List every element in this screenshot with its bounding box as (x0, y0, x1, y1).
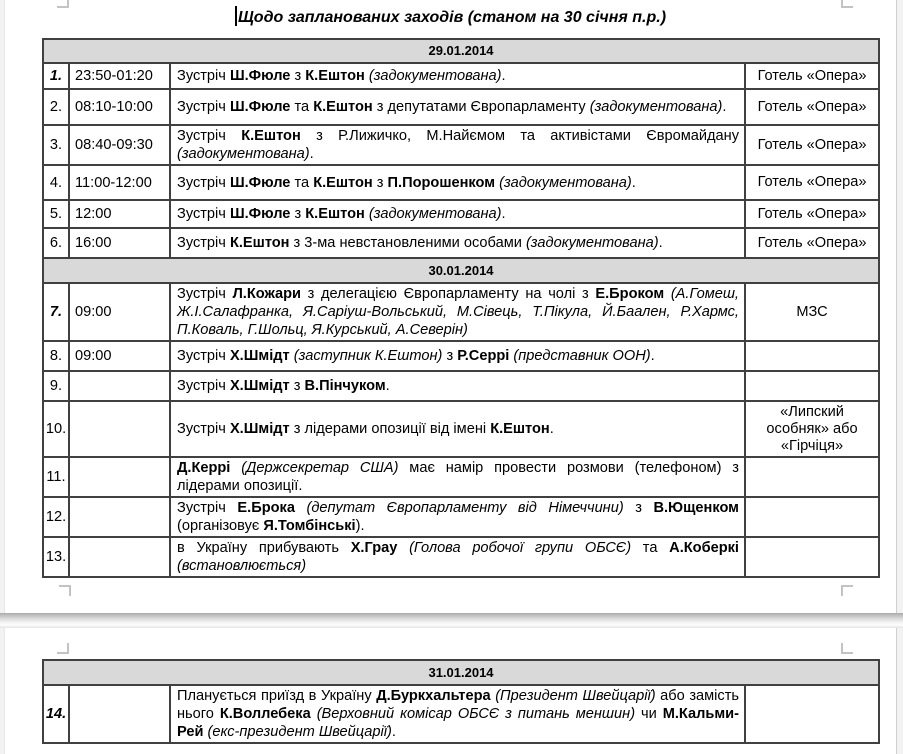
row-number-cell[interactable]: 4. (43, 165, 69, 200)
table-row (43, 283, 879, 341)
table-row (43, 165, 879, 200)
row-description-cell[interactable]: Зустріч Е.Брока (депутат Європарламенту від Німеччини) з В.Ющенком (організовує Я.Томбінські). (170, 497, 745, 537)
date-header-29-01-2014[interactable]: 29.01.2014 (43, 39, 879, 63)
row-description-cell[interactable]: Зустріч Х.Шмідт з В.Пінчуком. (170, 371, 745, 401)
table-row (43, 89, 879, 125)
row-time-cell[interactable] (69, 371, 170, 401)
row-location-cell[interactable]: Готель «Опера» (745, 63, 879, 89)
row-time-cell[interactable]: 12:00 (69, 200, 170, 228)
row-location-cell[interactable]: Готель «Опера» (745, 200, 879, 228)
row-number-cell[interactable]: 13. (43, 537, 69, 577)
row-number-cell[interactable]: 11. (43, 457, 69, 497)
row-location-cell[interactable]: Готель «Опера» (745, 165, 879, 200)
table-row (43, 497, 879, 537)
row-number-cell[interactable]: 7. (43, 283, 69, 341)
table-row (43, 228, 879, 258)
row-description-cell[interactable]: Зустріч К.Ештон з 3-ма невстановленими особами (задокументована). (170, 228, 745, 258)
row-number-cell[interactable]: 6. (43, 228, 69, 258)
table-row (43, 63, 879, 89)
row-number-cell[interactable]: 2. (43, 89, 69, 125)
row-number-cell[interactable]: 3. (43, 125, 69, 165)
row-description-cell[interactable]: Зустріч Ш.Фюле та К.Ештон з депутатами Європарламенту (задокументована). (170, 89, 745, 125)
date-header-31-01-2014[interactable]: 31.01.2014 (43, 660, 879, 685)
row-description-cell[interactable]: Зустріч Ш.Фюле та К.Ештон з П.Порошенком (задокументована). (170, 165, 745, 200)
row-time-cell[interactable] (69, 401, 170, 457)
row-description-cell[interactable]: Зустріч Ш.Фюле з К.Ештон (задокументована). (170, 200, 745, 228)
row-description-cell[interactable]: Д.Керрі (Держсекретар США) має намір провести розмови (телефоном) з лідерами опозиції. (170, 457, 745, 497)
row-location-cell[interactable]: Готель «Опера» (745, 228, 879, 258)
schedule-table-page1 (42, 38, 880, 578)
page-break-gap (0, 613, 903, 628)
row-description-cell[interactable]: Планується приїзд в Україну Д.Буркхальтера (Президент Швейцарії) або замість нього К.Воллебека (Верховний комісар ОБСЄ з питань меншин) чи М.Кальми-Рей (екс-президент Швейцарії). (170, 685, 745, 743)
table-row (43, 537, 879, 577)
document-title-row[interactable] (5, 6, 896, 30)
row-location-cell[interactable]: «Липский особняк» або «Гірчіця» (745, 401, 879, 457)
row-time-cell[interactable] (69, 685, 170, 743)
row-time-cell[interactable]: 08:10-10:00 (69, 89, 170, 125)
date-header-30-01-2014[interactable]: 30.01.2014 (43, 258, 879, 283)
row-description-cell[interactable]: в Україну прибувають Х.Грау (Голова робочої групи ОБСЄ) та А.Коберкі (встановлюється) (170, 537, 745, 577)
page-1[interactable] (4, 0, 897, 613)
row-time-cell[interactable]: 09:00 (69, 283, 170, 341)
page-2[interactable] (4, 628, 897, 754)
table-row (43, 200, 879, 228)
row-number-cell[interactable]: 9. (43, 371, 69, 401)
row-location-cell[interactable] (745, 497, 879, 537)
row-time-cell[interactable]: 16:00 (69, 228, 170, 258)
text-boundary-mark (841, 643, 853, 654)
row-time-cell[interactable]: 09:00 (69, 341, 170, 371)
row-description-cell[interactable]: Зустріч Х.Шмідт з лідерами опозиції від імені К.Ештон. (170, 401, 745, 457)
row-location-cell[interactable]: Готель «Опера» (745, 125, 879, 165)
row-location-cell[interactable] (745, 341, 879, 371)
date-header-row (43, 258, 879, 283)
row-number-cell[interactable]: 10. (43, 401, 69, 457)
row-location-cell[interactable]: Готель «Опера» (745, 89, 879, 125)
row-location-cell[interactable] (745, 457, 879, 497)
text-boundary-mark (59, 585, 71, 596)
row-number-cell[interactable]: 14. (43, 685, 69, 743)
date-header-row (43, 39, 879, 63)
row-location-cell[interactable]: МЗС (745, 283, 879, 341)
row-time-cell[interactable]: 08:40-09:30 (69, 125, 170, 165)
row-time-cell[interactable] (69, 497, 170, 537)
row-location-cell[interactable] (745, 537, 879, 577)
date-header-row (43, 660, 879, 685)
table-row (43, 401, 879, 457)
row-description-cell[interactable]: Зустріч Х.Шмідт (заступник К.Ештон) з Р.Серрі (представник ООН). (170, 341, 745, 371)
document-title: Щодо запланованих заходів (станом на 30 січня п.р.) (237, 9, 667, 26)
table-row (43, 341, 879, 371)
row-number-cell[interactable]: 12. (43, 497, 69, 537)
row-number-cell[interactable]: 5. (43, 200, 69, 228)
text-boundary-mark (841, 0, 853, 8)
row-number-cell[interactable]: 8. (43, 341, 69, 371)
schedule-table-page2 (42, 659, 880, 744)
text-boundary-mark (57, 643, 69, 654)
row-location-cell[interactable] (745, 685, 879, 743)
row-location-cell[interactable] (745, 371, 879, 401)
row-description-cell[interactable]: Зустріч Ш.Фюле з К.Ештон (задокументована). (170, 63, 745, 89)
table-row (43, 457, 879, 497)
row-time-cell[interactable]: 23:50-01:20 (69, 63, 170, 89)
row-time-cell[interactable] (69, 537, 170, 577)
row-time-cell[interactable]: 11:00-12:00 (69, 165, 170, 200)
text-boundary-mark (57, 0, 69, 8)
table-row (43, 125, 879, 165)
row-number-cell[interactable]: 1. (43, 63, 69, 89)
row-description-cell[interactable]: Зустріч Л.Кожари з делегацією Європарламенту на чолі з Е.Броком (А.Гомеш, Ж.І.Салафранка, Я.Саріуш-Вольський, М.Сівець, Т.Пікула, Й.Баален, Р.Хармс, П.Коваль, Г.Шольц, Я.Курський, А.Северін) (170, 283, 745, 341)
row-time-cell[interactable] (69, 457, 170, 497)
text-cursor (235, 6, 237, 26)
table-row (43, 685, 879, 743)
row-description-cell[interactable]: Зустріч К.Ештон з Р.Лижичко, М.Найємом та активістами Євромайдану (задокументована). (170, 125, 745, 165)
text-boundary-mark (841, 585, 853, 596)
table-row (43, 371, 879, 401)
